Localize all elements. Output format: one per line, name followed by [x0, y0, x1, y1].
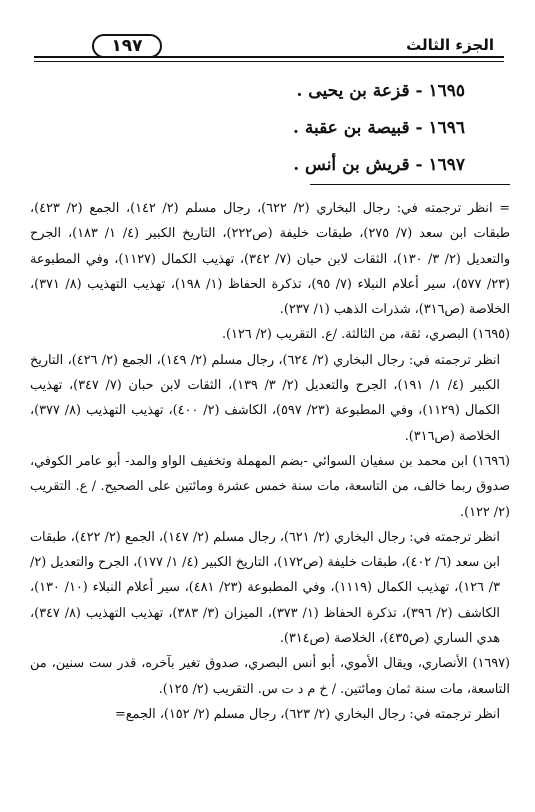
- header-rule: [34, 56, 504, 58]
- running-title: الجزء الثالث: [406, 36, 494, 54]
- entry-list: [250, 76, 465, 187]
- footnote-paragraph: انظر ترجمته في: رجال البخاري (٢/ ٦٢١)، رجال مسلم (٢/ ١٤٧)، الجمع (٢/ ٤٢٢)، طبقات ابن سعد (٦/ ٤٠٢)، طبقات خليفة (ص١٧٢)، التاريخ الكبير (٤/ ١/ ١٧٧)، الجرح والتعديل (٢/ ٣/ ١٢٦)، تهذيب الكمال (١١١٩)، وفي المطبوعة (٢٣/ ٤٨١)، سير أعلام النبلاء (١٠/ ١٣٠)، الكاشف (٢/ ٣٩٦)، تذكرة الحفاظ (١/ ٣٧٣)، الميزان (٣/ ٣٨٣)، تهذيب التهذيب (٨/ ٣٤٧)، هدي الساري (ص٤٣٥)، الخلاصة (ص٣١٤).: [30, 529, 500, 647]
- footnote-paragraph: (١٦٩٧) الأنصاري، ويقال الأموي، أبو أنس البصري، صدوق تغير بآخره، قدر ست سنين، من التاسعة، مات سنة ثمان ومائتين. / خ م د ت س. التقريب (٢/ ١٢٥).: [30, 656, 510, 697]
- page-number: ١٩٧: [92, 34, 162, 58]
- header-rule: [34, 61, 504, 62]
- entry-line: ١٦٩٦ - قبيصة بن عقبة .: [293, 118, 465, 138]
- footnote-paragraph: (١٦٩٦) ابن محمد بن سفيان السوائي -بضم المهملة وتخفيف الواو والمد- أبو عامر الكوفي، صدوق ربما خالف، من التاسعة، مات سنة خمس عشرة ومائتين على الصحيح. / ع. التقريب (٢/ ١٢٢).: [30, 453, 510, 520]
- entry-line: ١٦٩٧ - قريش بن أنس .: [293, 155, 465, 175]
- footnote-paragraph: (١٦٩٥) البصري، ثقة، من الثالثة. /ع. التقريب (٢/ ١٢٦).: [221, 327, 510, 343]
- entry-line: ١٦٩٥ - قزعة بن يحيى .: [296, 81, 465, 101]
- footnotes: [30, 196, 510, 727]
- page-header: [34, 30, 504, 64]
- footnote-paragraph: = انظر ترجمته في: رجال البخاري (٢/ ٦٢٢)، رجال مسلم (٢/ ١٤٢)، الجمع (٢/ ٤٢٣)، طبقات ابن سعد (٧/ ٢٧٥)، طبقات خليفة (ص٢٢٢)، التاريخ الكبير (٤/ ١/ ١٨٣)، الجرح والتعديل (٢/ ٣/ ١٣٠)، الثقات لابن حبان (٧/ ٣٤٢)، تهذيب الكمال (١١٢٧)، وفي المطبوعة (٢٣/ ٥٧٧)، سير أعلام النبلاء (٧/ ٩٥)، تذكرة الحفاظ (١/ ١٩٨)، تهذيب التهذيب (٨/ ٣٧١)، الخلاصة (ص٣١٦)، شذرات الذهب (١/ ٢٣٧).: [30, 201, 511, 318]
- footnote-paragraph: انظر ترجمته في: رجال البخاري (٢/ ٦٢٤)، رجال مسلم (٢/ ١٤٩)، الجمع (٢/ ٤٢٦)، التاريخ الكبير (٤/ ١/ ١٩١)، الجرح والتعديل (٢/ ٣/ ١٣٩)، الثقات لابن حبان (٧/ ٣٤٧)، تهذيب الكمال (١١٢٩)، وفي المطبوعة (٢٣/ ٥٩٧)، الكاشف (٢/ ٤٠٠)، تهذيب التهذيب (٨/ ٣٧٧)، الخلاصة (ص٣١٦).: [30, 352, 501, 444]
- footnote-separator: [310, 184, 510, 185]
- footnote-paragraph: انظر ترجمته في: رجال البخاري (٢/ ٦٢٣)، رجال مسلم (٢/ ١٥٢)، الجمع=: [115, 706, 500, 722]
